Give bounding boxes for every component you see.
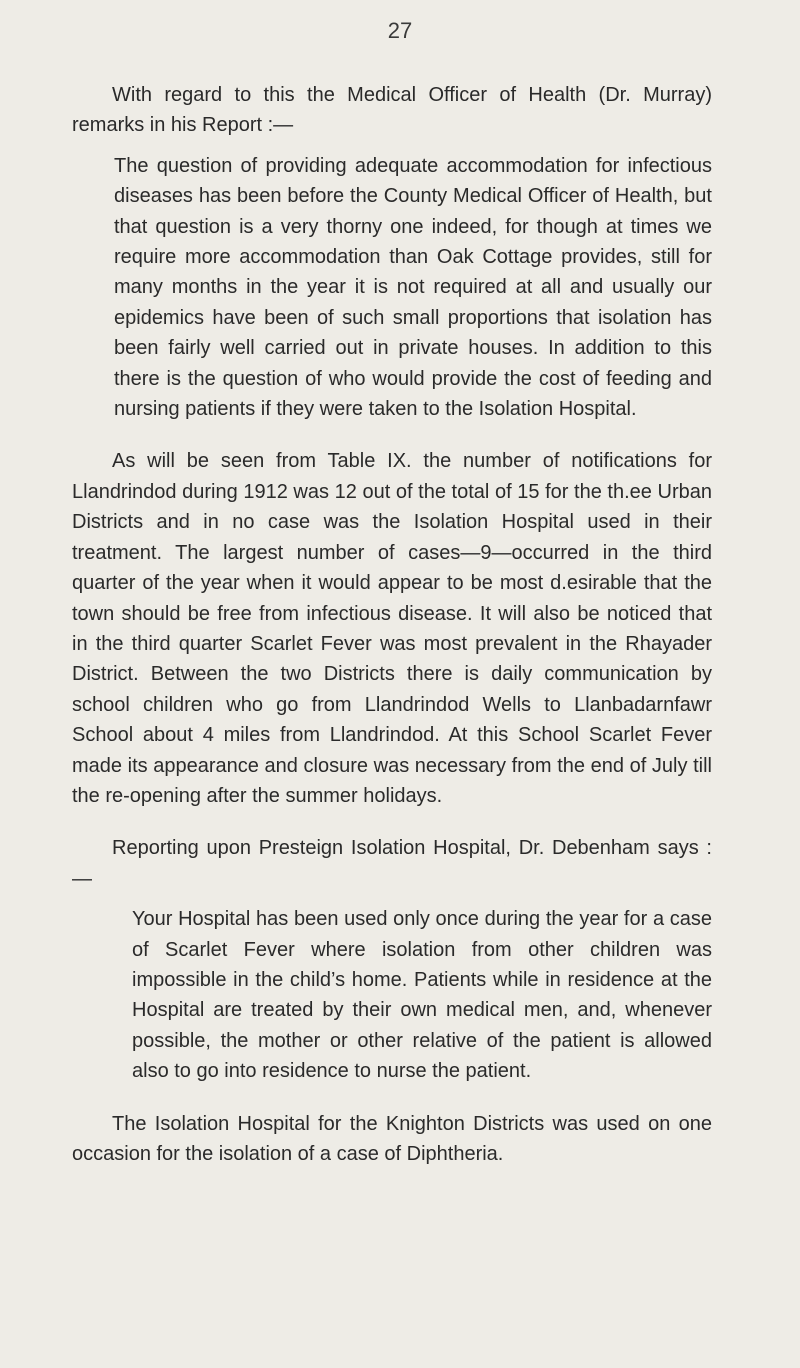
document-body — [72, 80, 712, 1191]
presteign-intro-paragraph: Reporting upon Presteign Isolation Hospital, Dr. Debenham says :— — [72, 837, 712, 890]
murray-quote-paragraph: The question of providing adequate accommodation for infectious diseases has been before the County Medical Officer of Health, but that question is a very thorny one indeed, for though at times we require more accommodation than Oak Cottage provides, still for many months in the year it is not required at all and usually our epidemics have been of such small proportions that isolation has been fairly well carried out in private houses. In addition to this there is the question of who would provide the cost of feeding and nursing patients if they were taken to the Isolation Hospital. — [114, 154, 712, 421]
knighton-paragraph: The Isolation Hospital for the Knighton Districts was used on one occasion for the isolation of a case of Diphtheria. — [72, 1112, 712, 1165]
presteign-quote-paragraph: Your Hospital has been used only once during the year for a case of Scarlet Fever where isolation from other children was impossible in the child’s home. Patients while in residence at the Hospital are treated by their own medical men, and, whenever possible, the mother or other relative of the patient is allowed also to go into residence to nurse the patient. — [132, 908, 712, 1083]
page-number: 27 — [387, 18, 413, 43]
murray-intro-paragraph: With regard to this the Medical Officer of Health (Dr. Murray) remarks in his Report :— — [72, 84, 712, 137]
llandrindod-paragraph: As will be seen from Table IX. the number of notifications for Llandrindod during 1912 was 12 out of the total of 15 for the th.ee Urban Districts and in no case was the Isolation Hospital used in their treatment. The largest number of cases—9—occurred in the third quarter of the year when it would appear to be most d.esirable that the town should be free from infectious disease. It will also be noticed that in the third quarter Scarlet Fever was most prevalent in the Rhayader District. Between the two Districts there is daily communication by school children who go from Llandrindod Wells to Llanbadarnfawr School about 4 miles from Llandrindod. At this School Scarlet Fever made its appearance and closure was necessary from the end of July till the re-opening after the summer holidays. — [72, 450, 712, 807]
